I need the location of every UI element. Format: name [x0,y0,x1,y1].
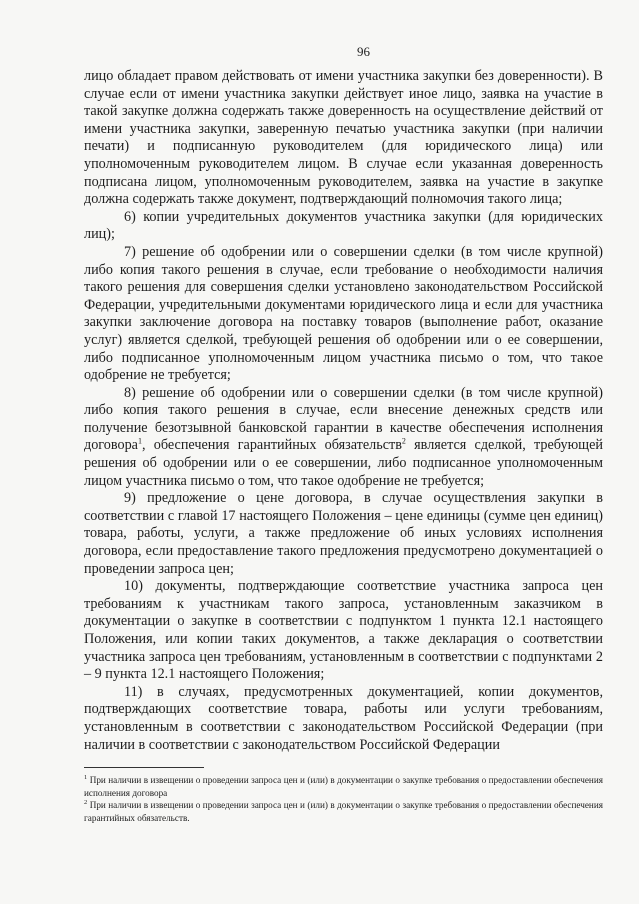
footnote-1 [84,774,603,799]
paragraph-item-9: 9) предложение о цене договора, в случае осуществления закупки в соответствии с главой 17 настоящего Положения – цене единицы (сумме цен единиц) товара, работы, услуги, а также предложение об иных условиях исполнения договора, если предоставление такого предложения предусмотрено документацией о проведении запроса цен; [84,490,603,577]
footnote-1-text: При наличии в извещении о проведении запроса цен и (или) в документации о закупке требования о предоставлении обеспечения исполнения договора [84,775,603,798]
footnote-2-mark: 2 [84,799,88,807]
footnote-1-mark: 1 [84,774,88,782]
paragraph-item-8-part1: 8) решение об одобрении или о совершении сделки (в том числе крупной) либо копия такого решения в случае, если внесение денежных средств или получение безотзывной банковской гарантии в качестве обеспечения исполнения договора [84,384,603,454]
footnotes [84,774,603,824]
document-body [84,68,603,754]
page-number: 96 [357,44,370,59]
paragraph-item-10: 10) документы, подтверждающие соответствие участника запроса цен требованиям к участникам такого запроса, установленным заказчиком в документации о закупке в соответствии с подпунктом 1 пункта 12.1 настоящего Положения, или копии таких документов, а также декларация о соответствии участника запроса цен требованиям, установленным в соответствии с подпунктами 2 – 9 пункта 12.1 настоящего Положения; [84,578,603,683]
footnote-2-text: При наличии в извещении о проведении запроса цен и (или) в документации о закупке требования о предоставлении обеспечения гарантийных обязательств. [84,800,603,823]
footnote-separator [84,767,204,768]
paragraph-authority: лицо обладает правом действовать от имени участника закупки без доверенности). В случае если от имени участника закупки действует иное лицо, заявка на участие в такой закупке должна содержать также доверенность на осуществление действий от имени участника закупки, заверенную печатью участника закупки (при наличии печати) и подписанную руководителем (для юридического лица) или уполномоченным руководителем лицом. В случае если указанная доверенность подписана лицом, уполномоченным руководителем, заявка на участие в закупке должна содержать также документ, подтверждающий полномочия такого лица; [84,68,603,208]
paragraph-item-7: 7) решение об одобрении или о совершении сделки (в том числе крупной) либо копия такого решения в случае, если требование о необходимости наличия такого решения для совершения сделки установлено законодательством Российской Федерации, учредительными документами юридического лица и если для участника закупки заключение договора на поставку товаров (выполнение работ, оказание услуг) является сделкой, требующей решения об одобрении или о ее совершении, либо подписанное уполномоченным лицом участника письмо о том, что такое одобрение не требуется; [84,243,603,384]
paragraph-item-11: 11) в случаях, предусмотренных документацией, копии документов, подтверждающих соответствие товара, работы или услуги требованиям, установленным в соответствии с законодательством Российской Федерации (при наличии в соответствии с законодательством Российской Федерации [84,683,603,753]
footnote-ref-2[interactable]: 2 [401,436,406,446]
paragraph-item-6: 6) копии учредительных документов участника закупки (для юридических лиц); [84,208,603,243]
paragraph-item-8-part3: является сделкой, требующей решения об одобрении или о ее совершении, либо подписанное уполномоченным лицом участника письмо о том, что такое одобрение не требуется; [84,437,603,489]
paragraph-item-8 [84,385,603,491]
footnote-ref-1[interactable]: 1 [137,436,142,446]
paragraph-item-8-part2: , обеспечения гарантийных обязательств [141,437,402,454]
footnote-2 [84,799,603,824]
